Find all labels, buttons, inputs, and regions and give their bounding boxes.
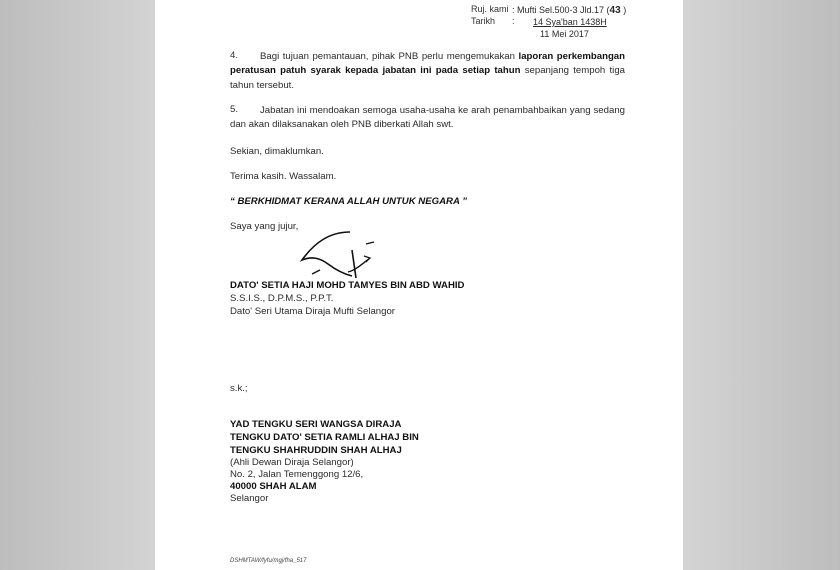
- date-colon: :: [512, 16, 515, 26]
- letter-page: [155, 0, 683, 570]
- date-label: Tarikh: [471, 16, 496, 26]
- thanks-text: Terima kasih. Wassalam.: [230, 171, 337, 182]
- cc-line-1: YAD TENGKU SERI WANGSA DIRAJA: [230, 419, 402, 430]
- cc-line-5: No. 2, Jalan Temenggong 12/6,: [230, 469, 364, 480]
- cc-line-4: (Ahli Dewan Diraja Selangor): [230, 457, 354, 468]
- gregorian-date: 11 Mei 2017: [540, 29, 589, 39]
- motto: “ BERKHIDMAT KERANA ALLAH UNTUK NEGARA ”: [230, 196, 467, 207]
- signatory-title: Dato' Seri Utama Diraja Mufti Selangor: [230, 306, 395, 317]
- ref-number: 43: [609, 5, 621, 16]
- paragraph-5: Jabatan ini mendoakan semoga usaha-usaha ke arah penambahbaikan yang sedang dan akan dilaksanakan oleh PNB diberkati Allah swt.: [230, 105, 625, 131]
- footer-code: DSHMTAW/fyfu/mgj/fha_517: [230, 558, 307, 564]
- closing-text: Sekian, dimaklumkan.: [230, 146, 324, 157]
- signatory-honours: S.S.I.S., D.P.M.S., P.P.T.: [230, 293, 334, 304]
- hijri-date: 14 Sya'ban 1438H: [533, 17, 607, 27]
- signature-image: [290, 230, 400, 280]
- signatory-name: DATO' SETIA HAJI MOHD TAMYES BIN ABD WAHID: [230, 280, 465, 291]
- paragraph-4: Bagi tujuan pemantauan, pihak PNB perlu mengemukakan laporan perkembangan peratusan patuh syarak kepada jabatan ini pada setiap tahun sepanjang tempoh tiga tahun tersebut.: [230, 51, 626, 91]
- ref-value: : Mufti Sel.500-3 Jld.17 (43 ): [512, 5, 627, 16]
- para4-number: 4.: [230, 50, 239, 61]
- cc-line-7: Selangor: [230, 493, 269, 504]
- cc-label: s.k.;: [230, 383, 248, 394]
- para5-number: 5.: [230, 104, 239, 115]
- cc-line-6: 40000 SHAH ALAM: [230, 481, 317, 492]
- sign-off: Saya yang jujur,: [230, 221, 299, 232]
- ref-label: Ruj. kami: [471, 4, 509, 14]
- cc-line-2: TENGKU DATO' SETIA RAMLI ALHAJ BIN: [230, 432, 419, 443]
- cc-line-3: TENGKU SHAHRUDDIN SHAH ALHAJ: [230, 445, 402, 456]
